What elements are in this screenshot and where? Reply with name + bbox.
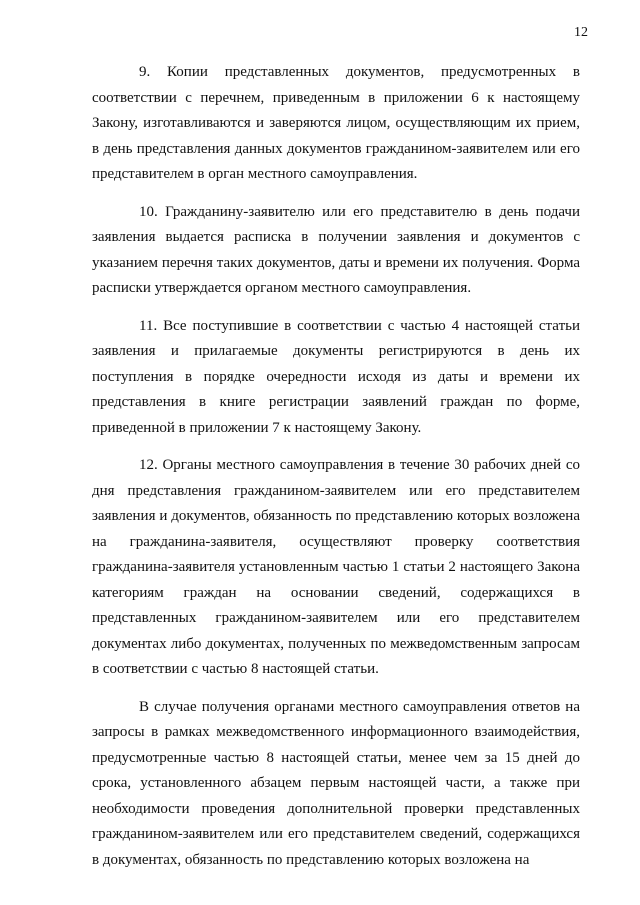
- document-body: [92, 60, 580, 885]
- paragraph-12-continuation: В случае получения органами местного самоуправления ответов на запросы в рамках межведомственного информационного взаимодействия, предусмотренные частью 8 настоящей статьи, менее чем за 15 дней до срока, установленного абзацем первым настоящей части, а также при необходимости проведения дополнительной проверки представленных гражданином-заявителем или его представителем сведений, содержащихся в документах, обязанность по представлению которых возложена на: [92, 698, 580, 868]
- paragraph-10: 10. Гражданину-заявителю или его представителю в день подачи заявления выдается расписка в получении заявления и документов с указанием перечня таких документов, даты и времени их получения. Форма расписки утверждается органом местного самоуправления.: [92, 203, 580, 296]
- paragraph-12: 12. Органы местного самоуправления в течение 30 рабочих дней со дня представления гражданином-заявителем или его представителем заявления и документов, обязанность по представлению которых возложена на гражданина-заявителя, осуществляют проверку соответствия гражданина-заявителя установленным частью 1 статьи 2 настоящего Закона категориям граждан на основании сведений, содержащихся в представленных гражданином-заявителем или его представителем документах либо документах, полученных по межведомственным запросам в соответствии с частью 8 настоящей статьи.: [92, 457, 580, 677]
- paragraph-11: 11. Все поступившие в соответствии с частью 4 настоящей статьи заявления и прилагаемые документы регистрируются в день их поступления в порядке очередности исходя из даты и времени их представления в книге регистрации заявлений граждан по форме, приведенной в приложении 7 к настоящему Закону.: [92, 317, 580, 436]
- page-number: 12: [574, 25, 588, 40]
- paragraph-9: 9. Копии представленных документов, предусмотренных в соответствии с перечнем, приведенным в приложении 6 к настоящему Закону, изготавливаются и заверяются лицом, осуществляющим их прием, в день представления данных документов гражданином-заявителем или его представителем в орган местного самоуправления.: [92, 64, 580, 182]
